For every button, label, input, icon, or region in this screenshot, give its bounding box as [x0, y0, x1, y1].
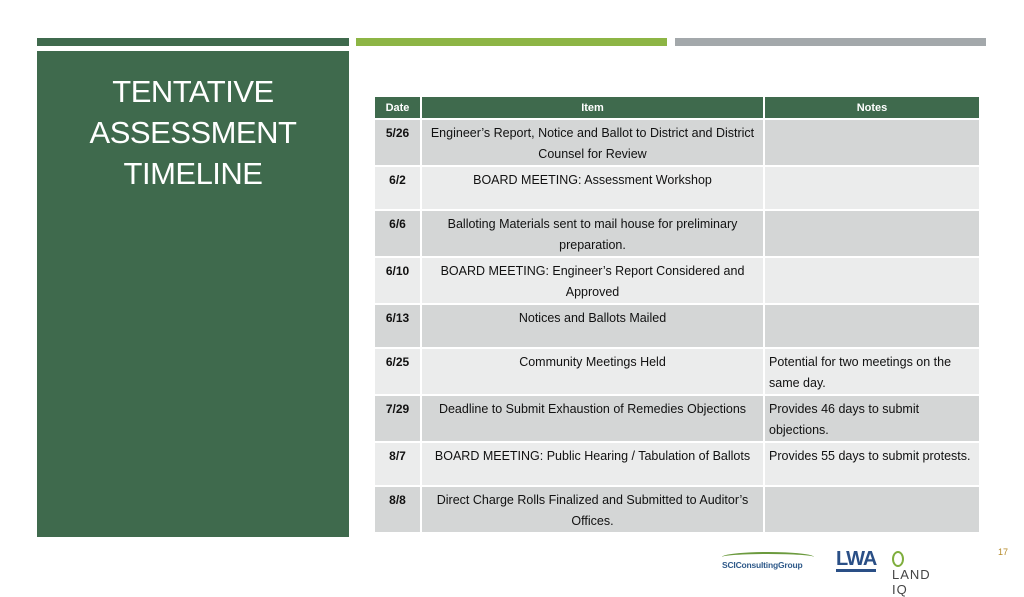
row-notes: Provides 55 days to submit protests.	[764, 442, 979, 486]
slide-title	[37, 71, 349, 194]
row-notes: Potential for two meetings on the same day.	[764, 348, 979, 395]
table-row	[375, 395, 979, 442]
land-iq-logo	[892, 550, 931, 597]
lwa-logo	[836, 548, 876, 572]
slide-title-line-2: ASSESSMENT	[89, 115, 297, 150]
table-header-row	[375, 97, 979, 119]
table-row	[375, 442, 979, 486]
row-item: BOARD MEETING: Engineer’s Report Considered and Approved	[421, 257, 764, 304]
row-item: BOARD MEETING: Public Hearing / Tabulation of Ballots	[421, 442, 764, 486]
page-number: 17	[998, 547, 1009, 557]
row-notes	[764, 304, 979, 348]
table-row	[375, 119, 979, 166]
table-row	[375, 486, 979, 533]
accent-bar-dark-green	[37, 38, 349, 46]
row-notes	[764, 257, 979, 304]
table-row	[375, 348, 979, 395]
row-notes	[764, 119, 979, 166]
table-row	[375, 257, 979, 304]
row-notes	[764, 166, 979, 210]
row-date: 8/8	[375, 486, 421, 533]
row-date: 5/26	[375, 119, 421, 166]
row-date: 6/2	[375, 166, 421, 210]
table-row	[375, 210, 979, 257]
slide-title-line-1: TENTATIVE	[112, 74, 274, 109]
column-header-notes: Notes	[764, 97, 979, 119]
row-date: 6/6	[375, 210, 421, 257]
leaf-icon	[892, 551, 904, 567]
row-item: Notices and Ballots Mailed	[421, 304, 764, 348]
land-iq-logo-text: LAND IQ	[892, 566, 931, 597]
table-row	[375, 304, 979, 348]
lwa-logo-text: LWA	[836, 548, 877, 570]
row-item: Deadline to Submit Exhaustion of Remedies Objections	[421, 395, 764, 442]
row-date: 6/13	[375, 304, 421, 348]
row-date: 7/29	[375, 395, 421, 442]
slide-title-line-3: TIMELINE	[123, 156, 263, 191]
row-date: 6/25	[375, 348, 421, 395]
row-notes: Provides 46 days to submit objections.	[764, 395, 979, 442]
accent-bar-light-green	[356, 38, 667, 46]
column-header-item: Item	[421, 97, 764, 119]
row-date: 6/10	[375, 257, 421, 304]
timeline-table	[375, 97, 979, 534]
sci-logo-text: SCIConsultingGroup	[722, 560, 803, 570]
table-row	[375, 166, 979, 210]
row-notes	[764, 210, 979, 257]
row-notes	[764, 486, 979, 533]
row-item: Direct Charge Rolls Finalized and Submitted to Auditor’s Offices.	[421, 486, 764, 533]
accent-bar-gray	[675, 38, 986, 46]
row-item: BOARD MEETING: Assessment Workshop	[421, 166, 764, 210]
column-header-date: Date	[375, 97, 421, 119]
row-item: Balloting Materials sent to mail house for preliminary preparation.	[421, 210, 764, 257]
row-item: Community Meetings Held	[421, 348, 764, 395]
row-item: Engineer’s Report, Notice and Ballot to District and District Counsel for Review	[421, 119, 764, 166]
row-date: 8/7	[375, 442, 421, 486]
sci-consulting-logo	[722, 552, 814, 570]
title-panel	[37, 51, 349, 537]
